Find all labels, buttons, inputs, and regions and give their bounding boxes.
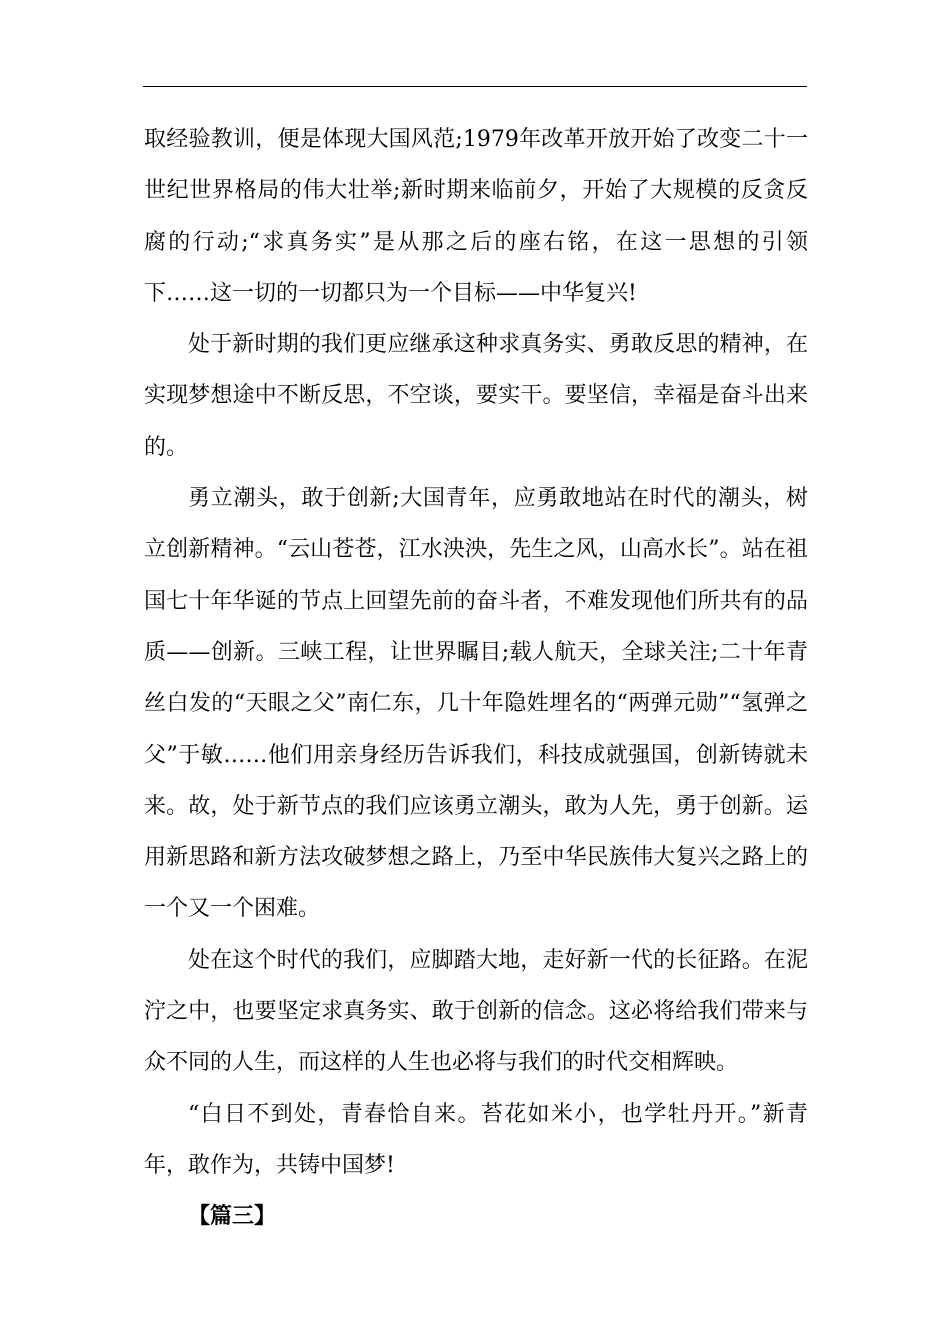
document-body — [144, 114, 808, 1243]
header-rule — [143, 86, 807, 87]
paragraph-2: 处于新时期的我们更应继承这种求真务实、勇敢反思的精神，在实现梦想途中不断反思，不空谈，要实干。要坚信，幸福是奋斗出来的。 — [144, 332, 808, 460]
paragraph-3: 勇立潮头，敢于创新;大国青年，应勇敢地站在时代的潮头，树立创新精神。“云山苍苍，江水泱泱，先生之风，山高水长”。站在祖国七十年华诞的节点上回望先前的奋斗者，不难发现他们所共有的品质——创新。三峡工程，让世界瞩目;载人航天，全球关注;二十年青丝白发的“天眼之父”南仁东，几十年隐姓埋名的“两弹元勋”“氢弹之父”于敏……他们用亲身经历告诉我们，科技成就强国，创新铸就未来。故，处于新节点的我们应该勇立潮头，敢为人先，勇于创新。运用新思路和新方法攻破梦想之路上，乃至中华民族伟大复兴之路上的一个又一个困难。 — [144, 486, 808, 922]
section-heading: 【篇三】 — [188, 1203, 277, 1230]
paragraph-4: 处在这个时代的我们，应脚踏大地，走好新一代的长征路。在泥泞之中，也要坚定求真务实、敢于创新的信念。这必将给我们带来与众不同的人生，而这样的人生也必将与我们的时代交相辉映。 — [144, 947, 808, 1076]
paragraph-5: “白日不到处，青春恰自来。苔花如米小，也学牡丹开。”新青年，敢作为，共铸中国梦! — [144, 1101, 808, 1178]
paragraph-1: 取经验教训，便是体现大国风范;1979年改革开放开始了改变二十一世纪世界格局的伟大壮举;新时期来临前夕，开始了大规模的反贪反腐的行动;“求真务实”是从那之后的座右铭，在这一思想的引领下……这一切的一切都只为一个目标——中华复兴! — [144, 127, 808, 306]
